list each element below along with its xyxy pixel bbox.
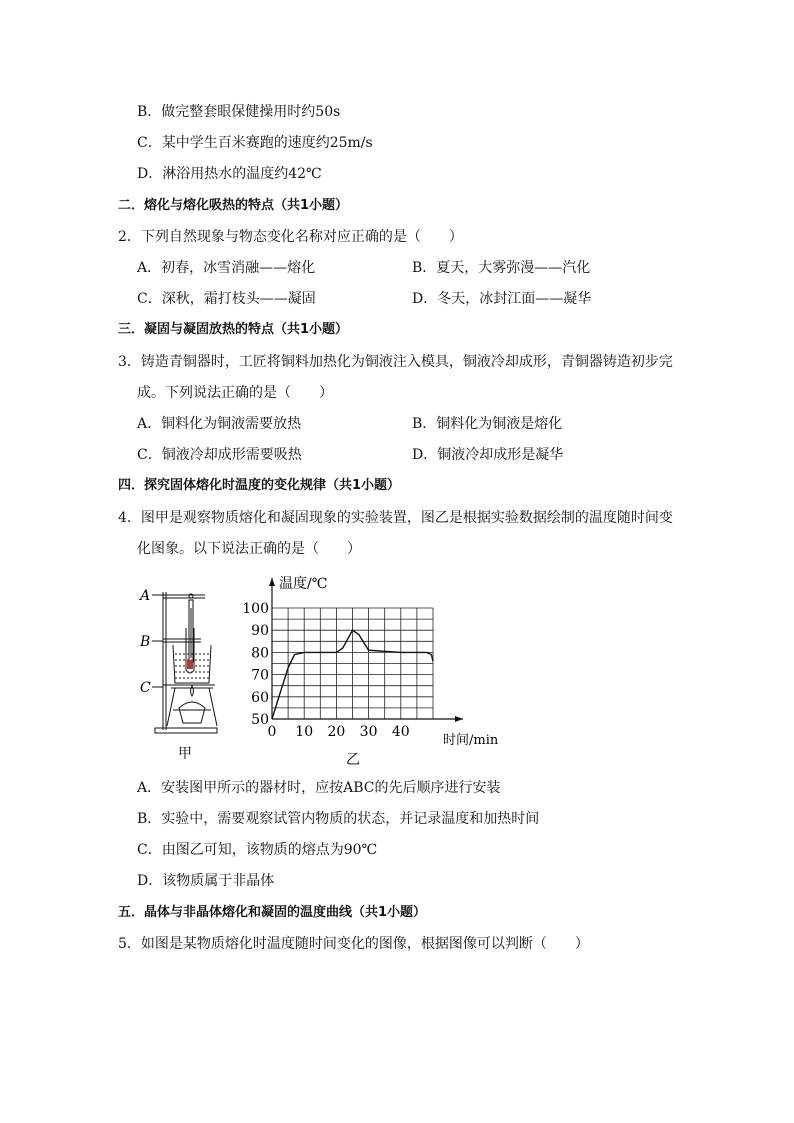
q2-option-a: A．初春，冰雪消融——熔化 xyxy=(137,260,316,276)
apparatus-drawing xyxy=(152,592,217,733)
q3-stem-line1: 3．铸造青铜器时，工匠将铜料加热化为铜液注入模具，铜液冷却成形，青铜器铸造初步完 xyxy=(118,354,673,370)
q3-option-a: A．铜料化为铜液需要放热 xyxy=(137,416,302,432)
y-axis-arrow-icon xyxy=(269,578,275,586)
chart-xlabel: 时间/min xyxy=(443,733,499,748)
q3-option-c: C．铜液冷却成形需要吸热 xyxy=(137,447,302,463)
q4-option-b: B．实验中，需要观察试管内物质的状态，并记录温度和加热时间 xyxy=(137,811,540,827)
chart-ylabel: 温度/℃ xyxy=(279,576,328,592)
x-tick-label: 0 xyxy=(267,724,277,740)
q1-option-c: C．某中学生百米赛跑的速度约25m/s xyxy=(137,135,373,151)
y-tick-label: 80 xyxy=(251,645,269,662)
x-tick-label: 30 xyxy=(359,724,378,740)
q4-option-c: C．由图乙可知，该物质的熔点为90℃ xyxy=(137,842,378,858)
q2-stem: 2．下列自然现象与物态变化名称对应正确的是（ ） xyxy=(118,229,463,245)
section-2-heading: 二．熔化与熔化吸热的特点（共1小题） xyxy=(118,198,349,213)
y-tick-label: 90 xyxy=(251,623,269,640)
q5-stem: 5．如图是某物质熔化时温度随时间变化的图像，根据图像可以判断（ ） xyxy=(118,936,589,952)
x-tick-label: 40 xyxy=(391,724,410,740)
chart-grid xyxy=(272,608,433,719)
section-3-heading: 三．凝固与凝固放热的特点（共1小题） xyxy=(118,322,349,337)
q4-stem-line1: 4．图甲是观察物质熔化和凝固现象的实验装置，图乙是根据实验数据绘制的温度随时间变 xyxy=(118,510,673,526)
x-axis-arrow-icon xyxy=(455,716,463,722)
q2-option-d: D．冬天，冰封江面——凝华 xyxy=(412,291,592,307)
section-4-heading: 四．探究固体熔化时温度的变化规律（共1小题） xyxy=(118,478,401,493)
x-tick-label: 10 xyxy=(295,724,314,740)
q1-option-b: B．做完整套眼保健操用时约50s xyxy=(137,104,341,120)
y-tick-label: 60 xyxy=(251,689,269,706)
apparatus-label-b: B xyxy=(140,634,151,650)
apparatus-label-a: A xyxy=(140,588,151,604)
q3-option-b: B．铜料化为铜液是熔化 xyxy=(412,416,563,432)
chart-caption: 乙 xyxy=(346,752,360,768)
temperature-time-chart xyxy=(242,572,515,772)
y-tick-label: 70 xyxy=(251,667,269,684)
x-tick-label: 20 xyxy=(327,724,346,740)
q3-stem-line2: 成。下列说法正确的是（ ） xyxy=(137,385,333,401)
apparatus-caption: 甲 xyxy=(178,746,192,762)
y-tick-label: 50 xyxy=(251,712,269,728)
q3-option-d: D．铜液冷却成形是凝华 xyxy=(412,447,564,463)
chart-axes xyxy=(269,578,463,722)
q4-option-d: D．该物质属于非晶体 xyxy=(137,873,275,889)
test-substance-icon xyxy=(187,660,193,669)
apparatus-figure xyxy=(135,578,230,768)
q2-option-b: B．夏天，大雾弥漫——汽化 xyxy=(412,260,591,276)
q1-option-d: D．淋浴用热水的温度约42℃ xyxy=(137,166,322,182)
q4-stem-line2: 化图象。以下说法正确的是（ ） xyxy=(137,541,361,557)
section-5-heading: 五．晶体与非晶体熔化和凝固的温度曲线（共1小题） xyxy=(118,905,427,920)
y-tick-label: 100 xyxy=(242,601,269,617)
q2-option-c: C．深秋，霜打枝头——凝固 xyxy=(137,291,316,307)
apparatus-label-c: C xyxy=(140,680,151,696)
q4-option-a: A．安装图甲所示的器材时，应按ABC的先后顺序进行安装 xyxy=(137,780,501,796)
